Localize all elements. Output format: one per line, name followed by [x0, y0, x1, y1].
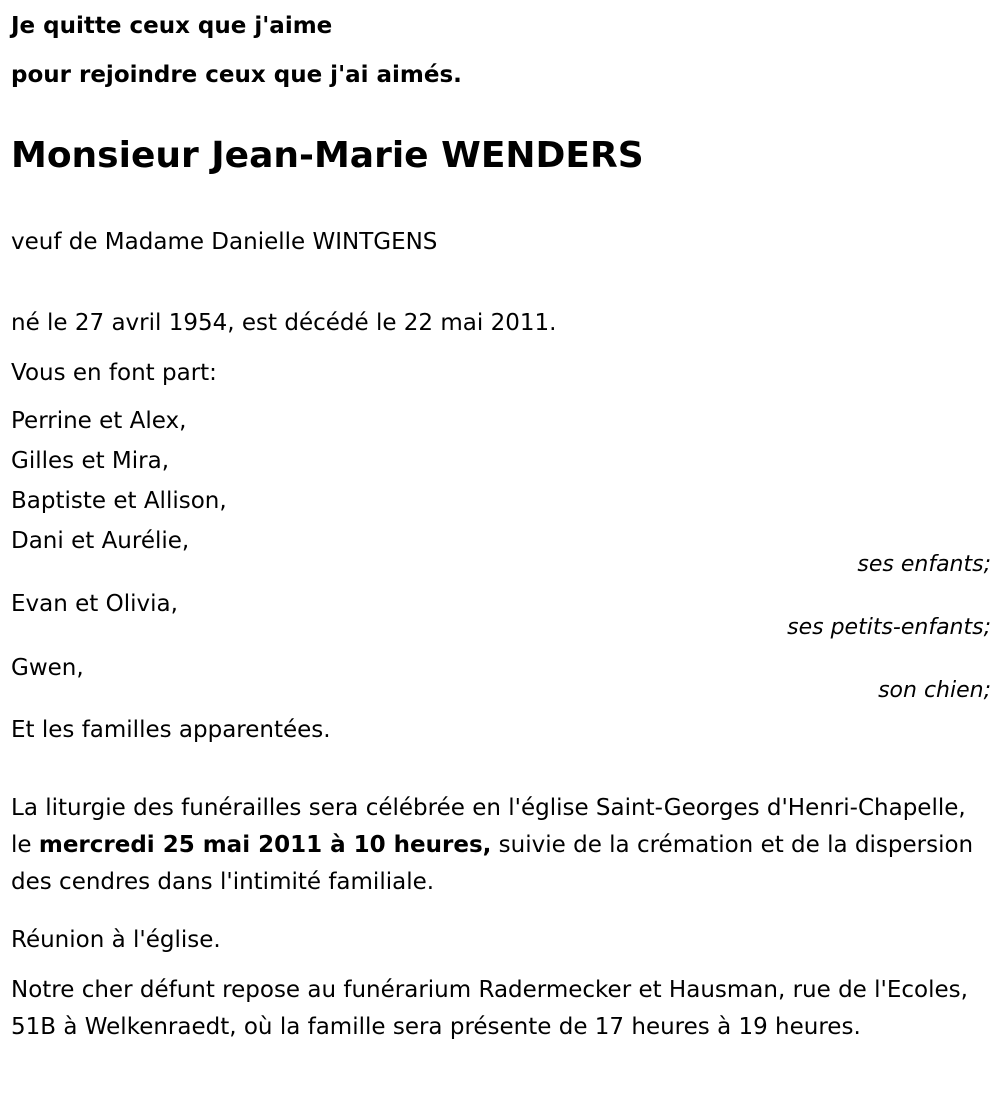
- child-line: Dani et Aurélie,: [11, 528, 190, 554]
- spouse-line: veuf de Madame Danielle WINTGENS: [11, 229, 438, 255]
- epigraph-line-2: pour rejoindre ceux que j'ai aimés.: [11, 62, 462, 88]
- grandchildren-role: ses petits-enfants;: [787, 615, 991, 640]
- funeral-text-before: La liturgie des funérailles sera célébrée en l'église Saint-Georges d'Henri-Chapelle, le: [11, 795, 966, 858]
- deceased-name: Monsieur Jean-Marie WENDERS: [11, 135, 644, 176]
- announcers-intro: Vous en font part:: [11, 360, 217, 386]
- families-line: Et les familles apparentées.: [11, 717, 331, 743]
- child-line: Gilles et Mira,: [11, 448, 170, 474]
- funeral-paragraph: [11, 790, 986, 901]
- meeting-line: Réunion à l'église.: [11, 927, 221, 953]
- grandchildren-line: Evan et Olivia,: [11, 591, 178, 617]
- funeral-text-after: suivie de la crémation et de la dispersion des cendres dans l'intimité familiale.: [11, 832, 974, 895]
- epigraph-line-1: Je quitte ceux que j'aime: [11, 13, 333, 39]
- pet-role: son chien;: [878, 678, 991, 703]
- child-line: Perrine et Alex,: [11, 408, 187, 434]
- pet-line: Gwen,: [11, 655, 84, 681]
- birth-death-dates: né le 27 avril 1954, est décédé le 22 mai 2011.: [11, 310, 557, 336]
- children-role: ses enfants;: [857, 552, 991, 577]
- funeral-date: mercredi 25 mai 2011 à 10 heures,: [38, 832, 492, 858]
- child-line: Baptiste et Allison,: [11, 488, 227, 514]
- repose-paragraph: Notre cher défunt repose au funérarium Radermecker et Hausman, rue de l'Ecoles, 51B à Welkenraedt, où la famille sera présente de 17 heures à 19 heures.: [11, 977, 968, 1040]
